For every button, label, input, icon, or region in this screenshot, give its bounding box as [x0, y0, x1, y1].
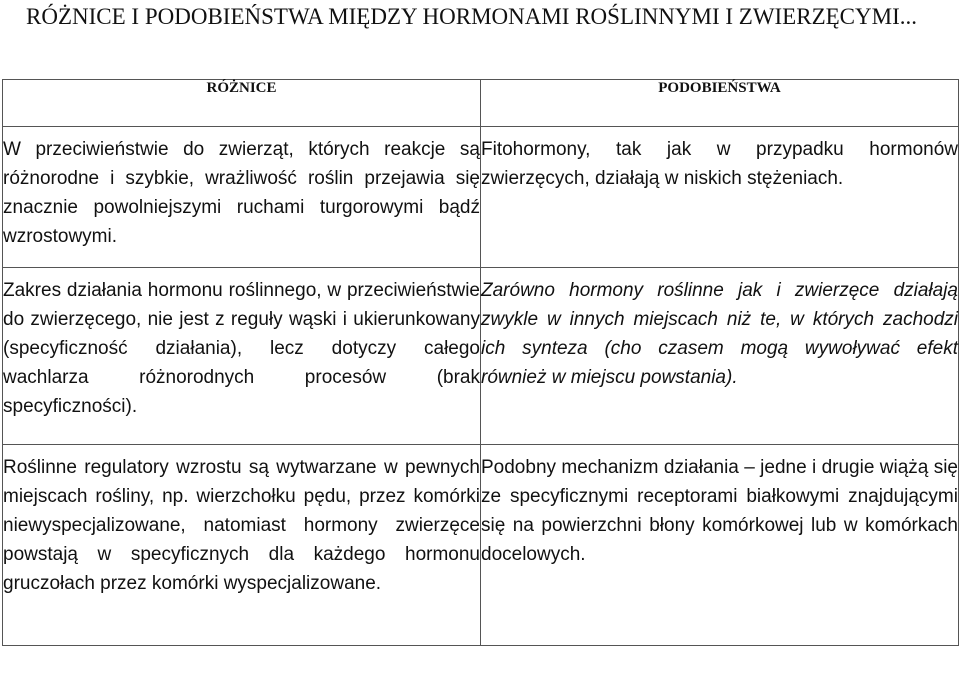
difference-cell: [3, 268, 481, 445]
similarity-cell: [481, 127, 959, 268]
difference-text: Roślinne regulatory wzrostu są wytwarzane w pewnych miejscach rośliny, np. wierzchołku pędu, przez komórki niewyspecjalizowane, natomiast hormony zwierzęce powstają w specyficznych dla każdego hormonu gruczołach przez komórki wyspecjalizowane.: [3, 457, 480, 594]
table-row: [3, 268, 959, 445]
similarity-cell: [481, 445, 959, 646]
page-title: RÓŻNICE I PODOBIEŃSTWA MIĘDZY HORMONAMI ROŚLINNYMI I ZWIERZĘCYMI...: [26, 4, 917, 29]
header-similarities: PODOBIEŃSTWA: [481, 80, 959, 127]
similarity-cell: [481, 268, 959, 445]
similarity-text: Zarówno hormony roślinne jak i zwierzęce działają zwykle w innych miejscach niż te, w których zachodzi ich synteza (cho czasem mogą wywoływać efekt również w miejscu powstania).: [481, 280, 958, 388]
difference-text: W przeciwieństwie do zwierząt, których reakcje są różnorodne i szybkie, wrażliwość roślin przejawia się znacznie powolniejszymi ruchami turgorowymi bądź wzrostowymi.: [3, 139, 480, 247]
difference-text: Zakres działania hormonu roślinnego, w przeciwieństwie do zwierzęcego, nie jest z reguły wąski i ukierunkowany (specyficzność działania), lecz dotyczy całego wachlarza różnorodnych procesów (brak specyficzności).: [3, 280, 480, 417]
table-row: [3, 127, 959, 268]
header-differences: RÓŻNICE: [3, 80, 481, 127]
similarity-text: Fitohormony, tak jak w przypadku hormonów zwierzęcych, działają w niskich stężeniach.: [481, 139, 958, 189]
difference-cell: [3, 445, 481, 646]
table-row: [3, 445, 959, 646]
similarity-text: Podobny mechanizm działania – jedne i drugie wiążą się ze specyficznymi receptorami białkowymi znajdującymi się na powierzchni błony komórkowej lub w komórkach docelowych.: [481, 457, 958, 565]
comparison-table: [2, 79, 959, 646]
table-header-row: [3, 80, 959, 127]
difference-cell: [3, 127, 481, 268]
